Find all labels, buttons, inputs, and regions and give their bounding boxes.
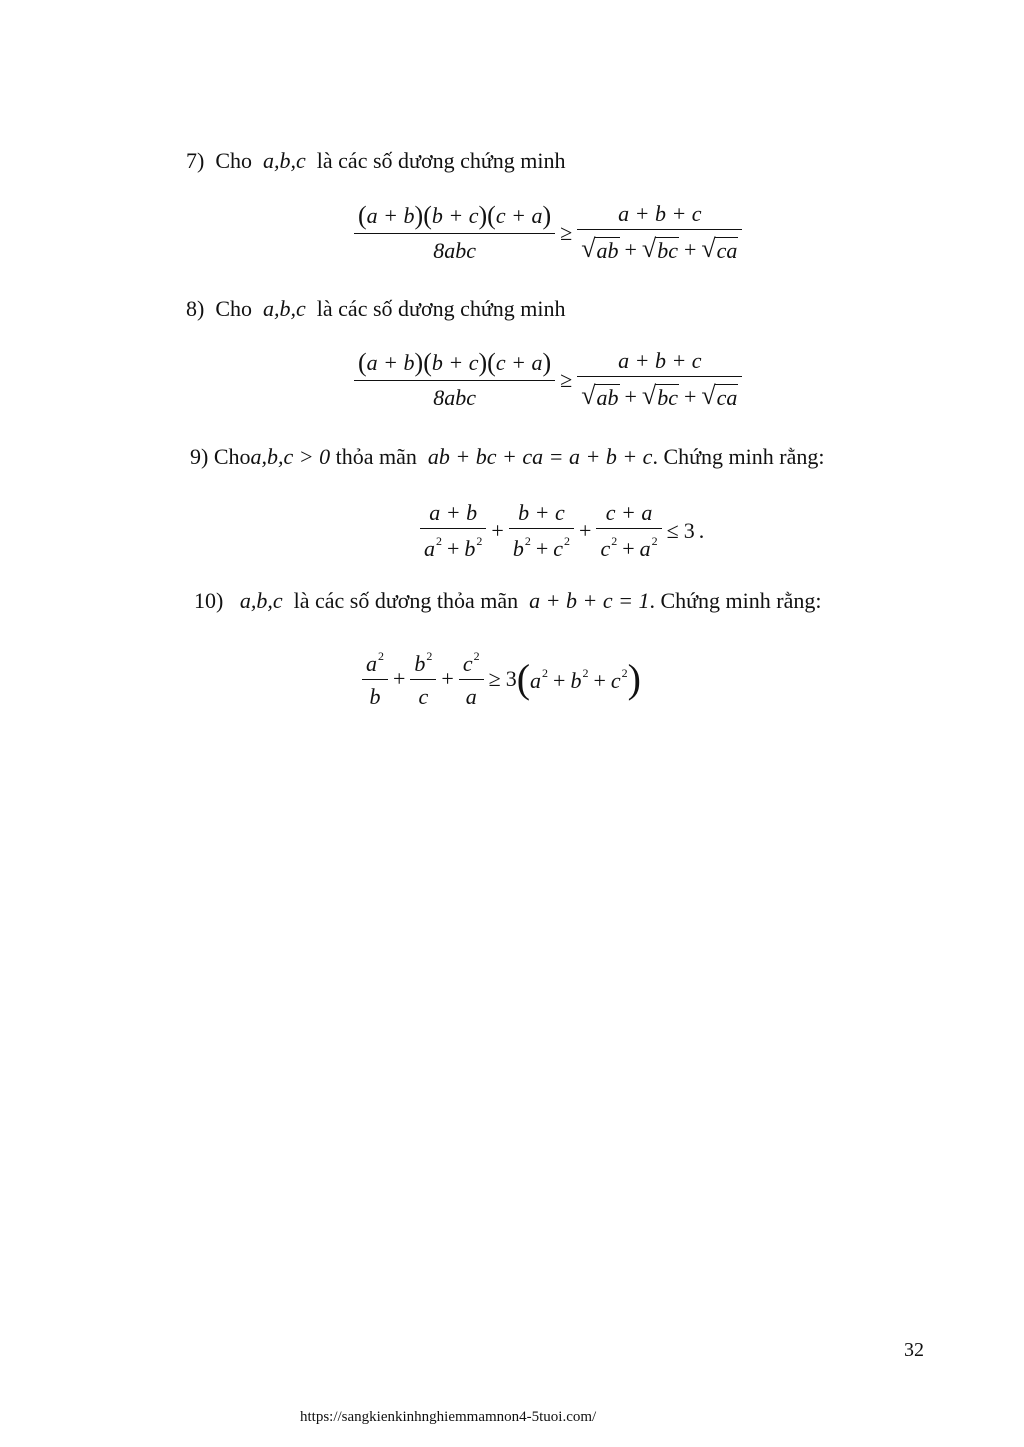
problem-9-formula: $\frac{a + b}{a^2 + b^2}$ + $\frac{b + c}{b^2 + c^2}$ + $\frac{c + a}{c^2 + a^2}$ ≤ 3 . [420,502,704,560]
problem-7-number: 7) [186,148,205,173]
problem-7-vars: a,b,c [263,148,306,173]
problem-10-fraction-1: $\frac{a^2}{b}$ [362,650,388,708]
problem-8-cho: Cho [215,296,253,321]
problem-7-rhs-numerator: a + b + c [618,201,702,226]
problem-8-factor-3: c + a [495,350,543,375]
sqrt-bc: √ bc [641,381,678,411]
sqrt-ca: √ ca [701,234,738,264]
problem-9-number: 9) [190,444,209,469]
problem-10-text-2: . Chứng minh rằng: [649,588,822,613]
problem-9-fraction-3: $\frac{c + a}{c^2 + a^2}$ [596,502,661,560]
problem-8-factor-1: a + b [366,350,415,375]
problem-10-statement [194,590,821,612]
page-number: 32 [904,1339,924,1361]
sqrt-ca: √ ca [701,381,738,411]
problem-10-fraction-3: $\frac{c^2}{a}$ [459,650,484,708]
problem-9-statement [190,446,824,468]
problem-7-rhs-fraction: a + b + c √ ab + √ bc + √ ca [577,203,742,262]
problem-7-cho: Cho [215,148,253,173]
problem-8-rhs-numerator: a + b + c [618,348,702,373]
problem-7-statement [186,150,565,172]
problem-9-text-1: thỏa mãn [335,444,417,469]
problem-10-text-1: là các số dương thỏa mãn [293,588,519,613]
sqrt-ab: √ ab [581,234,619,264]
sqrt-ab: √ ab [581,381,619,411]
problem-9-fraction-2: $\frac{b + c}{b^2 + c^2}$ [509,502,574,560]
problem-9-cho: Cho [213,444,251,469]
problem-9-relation: ≤ [666,518,679,544]
problem-8-statement [186,298,565,320]
problem-7-lhs-denominator: 8abc [433,238,476,264]
problem-7-lhs-fraction: $\frac{(a + b)(b + c)(c + a)}{\text{8abc}}$ [354,203,555,262]
problem-7-factor-1: a + b [366,203,415,228]
problem-10-formula: $\frac{a^2}{b}$ + $\frac{b^2}{c}$ + $\frac{c^2}{a}$ ≥ 3 ( $a^2 + b^2 + c^2$ ) [362,650,641,708]
problem-10-coefficient: 3 [505,666,517,692]
problem-10-vars: a,b,c [239,588,283,613]
problem-8-factor-2: b + c [431,350,479,375]
problem-9-condition-vars: a,b,c > 0 [250,444,331,469]
problem-8-number: 8) [186,296,205,321]
problem-8-rhs-fraction: a + b + c √ ab + √ bc + √ ca [577,350,742,409]
problem-7-formula [354,203,742,262]
problem-7-relation: ≥ [560,219,573,245]
sqrt-bc: √ bc [641,234,678,264]
problem-10-number: 10) [194,588,224,613]
problem-9-bound: 3 [683,518,695,544]
problem-8-text: là các số dương chứng minh [316,296,566,321]
problem-8-lhs-denominator: 8abc [433,385,476,411]
problem-9-condition: ab + bc + ca = a + b + c [427,444,653,469]
problem-8-vars: a,b,c [263,296,306,321]
problem-9-text-2: . Chứng minh rằng: [652,444,825,469]
problem-7-factor-2: b + c [431,203,479,228]
problem-10-fraction-2: $\frac{b^2}{c}$ [410,650,436,708]
problem-8-lhs-fraction: $\frac{(a + b)(b + c)(c + a)}{\text{8abc}}$ [354,350,555,409]
problem-10-condition: a + b + c = 1 [529,588,650,613]
problem-8-formula [354,350,742,409]
problem-8-relation: ≥ [560,366,573,392]
problem-7-text: là các số dương chứng minh [316,148,566,173]
problem-9-fraction-1: $\frac{a + b}{a^2 + b^2}$ [420,502,486,560]
problem-7-factor-3: c + a [495,203,543,228]
footer-url[interactable]: https://sangkienkinhnghiemmamnon4-5tuoi.com/ [300,1409,597,1425]
problem-10-relation: ≥ [488,666,501,692]
